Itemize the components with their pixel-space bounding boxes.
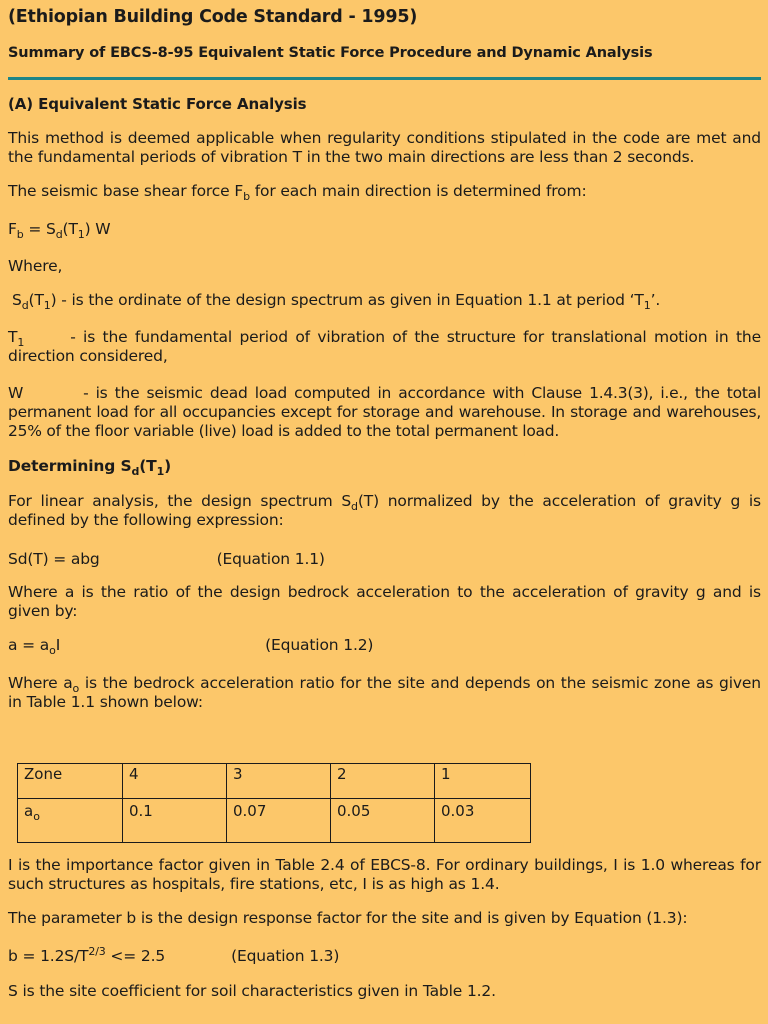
equation-1-3: $b = 1.2S/T^{2/3} <= 2.5$ (Equation 1.3) xyxy=(8,945,340,965)
table-cell: 0.1 xyxy=(123,799,227,843)
table-row-ao xyxy=(18,799,531,843)
linear-analysis-paragraph: For linear analysis, the design spectrum $S_d(T)$ normalized by the acceleration of gravity g is defined by the following expression: xyxy=(8,492,761,529)
ratio-paragraph: Where a is the ratio of the design bedrock acceleration to the acceleration of gravity g and is given by: xyxy=(8,583,761,620)
site-coefficient-sentence: S is the site coefficient for soil characteristics given in Table 1.2. xyxy=(8,982,496,1000)
section-a-heading: (A) Equivalent Static Force Analysis xyxy=(8,95,307,113)
table-cell: 2 xyxy=(331,764,435,799)
importance-paragraph: I is the importance factor given in Table 2.4 of EBCS-8. For ordinary buildings, I is 1.0 whereas for such structures as hospitals, fire stations, etc, I is as high as 1.4. xyxy=(8,856,761,893)
table-cell: 0.07 xyxy=(227,799,331,843)
seismic-zone-table xyxy=(17,763,531,843)
base-shear-sentence: The seismic base shear force $F_b$ for each main direction is determined from: xyxy=(8,182,587,203)
table-cell: $a_o$ xyxy=(18,799,123,843)
sd-definition: $S_d(T_1)$ - is the ordinate of the design spectrum as given in Equation 1.1 at period ‘$T_1$’. xyxy=(12,291,661,312)
determining-heading: Determining $S_d(T_1)$ xyxy=(8,457,172,478)
table-row-zone xyxy=(18,764,531,799)
table-cell: 1 xyxy=(435,764,531,799)
ao-paragraph: Where $a_o$ is the bedrock acceleration ratio for the site and depends on the seismic zone as given in Table 1.1 shown below: xyxy=(8,674,761,711)
w-definition: W - is the seismic dead load computed in accordance with Clause 1.4.3(3), i.e., the total permanent load for all occupancies except for storage and warehouse. In storage and warehouses, 25% of the floor variable (live) load is added to the total permanent load. xyxy=(8,384,761,440)
equation-1-2: $a = a_oI$ (Equation 1.2) xyxy=(8,636,374,657)
document-title: (Ethiopian Building Code Standard - 1995) xyxy=(8,7,418,27)
where-label: Where, xyxy=(8,257,63,275)
table-cell: Zone xyxy=(18,764,123,799)
header-divider xyxy=(8,77,761,80)
table-cell: 0.03 xyxy=(435,799,531,843)
intro-paragraph: This method is deemed applicable when regularity conditions stipulated in the code are met and the fundamental periods of vibration T in the two main directions are less than 2 seconds. xyxy=(8,129,761,166)
equation-1-1: Sd(T) = abg (Equation 1.1) xyxy=(8,550,325,568)
table-cell: 0.05 xyxy=(331,799,435,843)
table-cell: 4 xyxy=(123,764,227,799)
t1-definition: $T_1$ - is the fundamental period of vibration of the structure for translational motion in the direction considered, xyxy=(8,328,761,365)
base-shear-formula: $F_b = S_d(T_1)$ W xyxy=(8,220,111,241)
parameter-b-sentence: The parameter b is the design response factor for the site and is given by Equation (1.3): xyxy=(8,909,688,927)
document-subtitle: Summary of EBCS-8-95 Equivalent Static Force Procedure and Dynamic Analysis xyxy=(8,45,653,61)
table-cell: 3 xyxy=(227,764,331,799)
